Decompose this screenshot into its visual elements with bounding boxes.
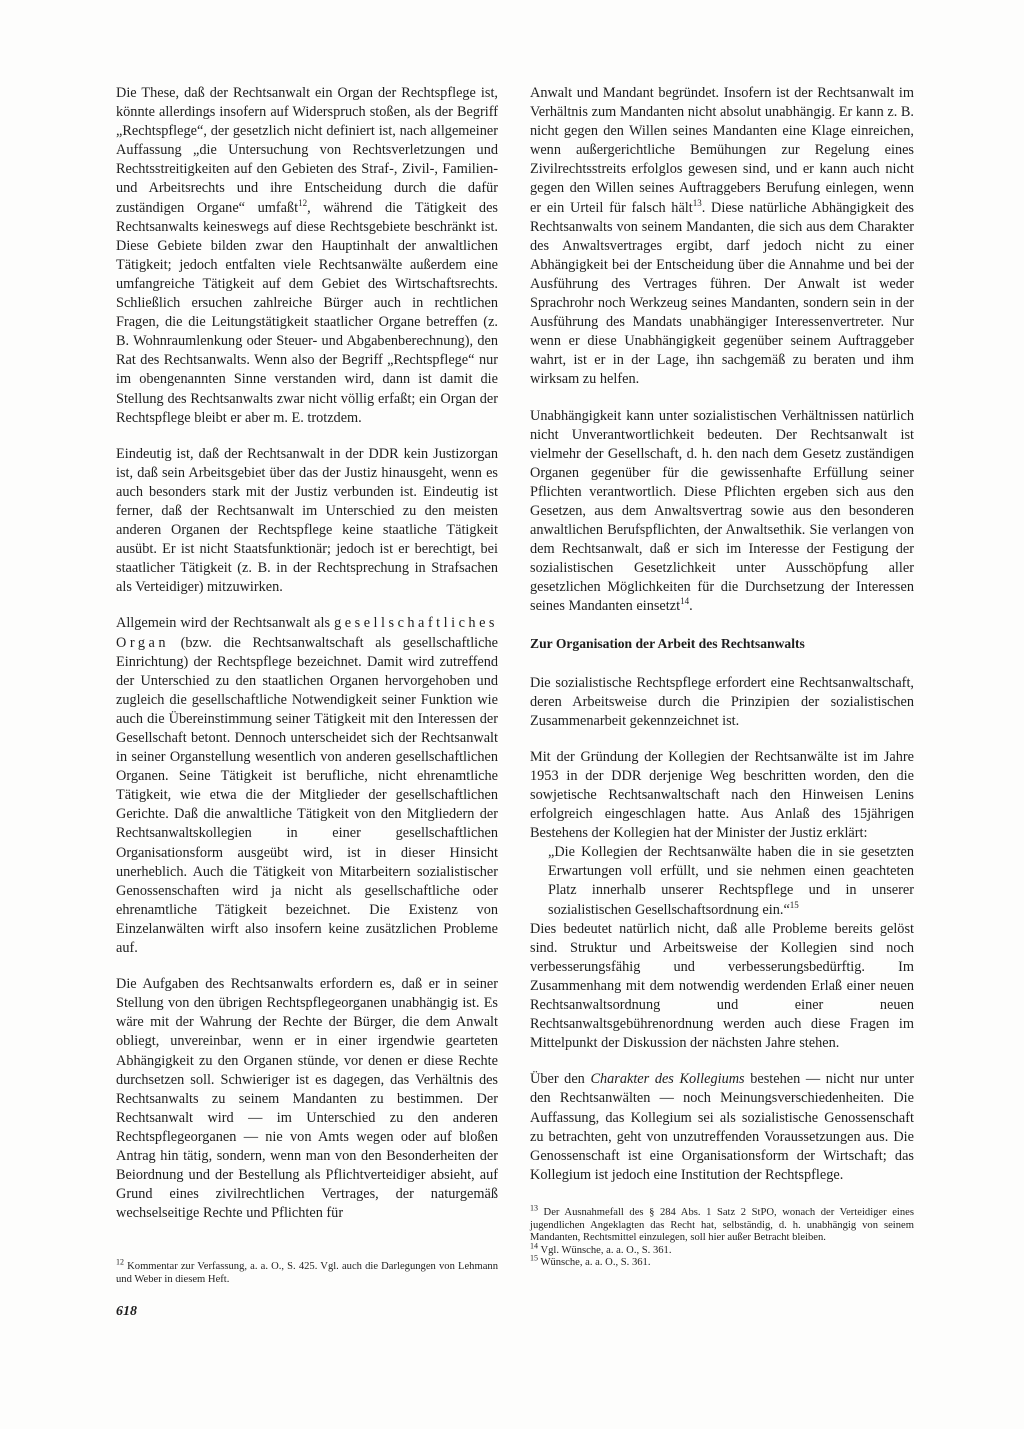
minister-quote [548,843,914,919]
footnote-text: Der Ausnahmefall des § 284 Abs. 1 Satz 2 StPO, wonach der Verteidiger eines jugendlichen Angeklagten das Recht hat, selbständig, d. h. unabhängig von seinem Mandanten, Rechtsmittel einzulegen, soll hier außer Betracht bleiben. [530,1207,914,1244]
paragraph-responsibility [530,407,914,617]
footnotes-left [116,1257,498,1286]
paragraph-text: Unabhängigkeit kann unter sozialistischen Verhältnissen natürlich nicht Unverantwortlichkeit bedeuten. Der Rechtsanwalt ist vielmehr der Gesellschaft, d. h. den nach dem Gesetz zuständigen Organen gegenüber für die gewissenhafte Erfüllung seiner Pflichten verantwortlich. Diese Pflichten ergeben sich aus den Gesetzen, aus dem Anwaltsvertrag sowie aus den besonderen anwaltlichen Berufspflichten, der Anwaltsethik. Sie verlangen von dem Rechtsanwalt, daß er sich im Interesse der Festigung der sozialistischen Gesetzlichkeit unter Ausschöpfung aller gesetzlichen Möglichkeiten für die Durchsetzung der Interessen seines Mandanten einsetzt [530,407,914,615]
footnote-text: Wünsche, a. a. O., S. 361. [538,1257,651,1269]
paragraph-text: Die These, daß der Rechtsanwalt ein Organ der Rechtspflege ist, könnte allerdings insofern auf Widerspruch stoßen, als der Begriff „Rechtspflege“, der gesetzlich nicht definiert ist, nach allgemeiner Auffassung „die Untersuchung von Rechtsverletzungen und Rechtsstreitigkeiten auf den Gebieten des Straf-, Zivil-, Familien- und Arbeitsrechts und ihre Entscheidung durch die dafür zuständigen Organe“ umfaßt [116,85,498,216]
paragraph-collective-work: Die sozialistische Rechtspflege erfordert eine Rechtsanwaltschaft, deren Arbeitsweise durch die Prinzipien der sozialistischen Zusammenarbeit gekennzeichnet ist. [530,674,914,729]
paragraph-collegium-character [530,1070,914,1185]
paragraph-founding-collegia: Mit der Gründung der Kollegien der Rechtsanwälte ist im Jahre 1953 in der DDR derjenige Weg beschritten worden, den die sowjetische Rechtsanwaltschaft nach den Hinweisen Lenins erfolgreich eingeschlagen hatte. Aus Anlaß des 15jährigen Bestehens der Kollegien hat der Minister der Justiz erklärt: [530,748,914,842]
footnote-12 [116,1257,498,1286]
page-number: 618 [116,1304,137,1319]
paragraph-problems: Dies bedeutet natürlich nicht, daß alle Probleme bereits gelöst sind. Struktur und Arbeitsweise der Kollegien sind noch verbesserungsfähig und verbesserungsbedürftig. Im Zusammenhang mit dem notwendig werdenden Erlaß einer neuen Rechtsanwaltsordnung und einer neuen Rechtsanwaltsgebührenordnung werden auch diese Fragen im Mittelpunkt der Diskussion der nächsten Jahre stehen. [530,920,914,1052]
footnote-text: Kommentar zur Verfassung, a. a. O., S. 425. Vgl. auch die Darlegungen von Lehmann und Weber in diesem Heft. [116,1261,498,1285]
footnote-ref-15[interactable]: 15 [789,899,799,910]
paragraph-text: (bzw. die Rechtsanwaltschaft als gesellschaftliche Einrichtung) der Rechtspflege bezeichnet. Damit wird zutreffend der Unterschied zu den staatlichen Organen hervorgehoben und zugleich die gesellschaftliche Notwendigkeit seiner Funktion wie auch die Übereinstimmung seiner Tätigkeit mit den Interessen der Gesellschaft betont. Dennoch unterscheidet sich der Rechtsanwalt in seiner Organstellung wesentlich von anderen gesellschaftlichen Organen. Seine Tätigkeit ist berufliche, nicht ehrenamtliche Tätigkeit, wie etwa die der Mitglieder der gesellschaftlichen Gerichte. Daß die anwaltliche Tätigkeit von den Mitgliedern der Rechtsanwaltskollegien in einer gesellschaftlichen Organisationsform ausgeübt wird, ist in dieser Hinsicht unerheblich. Auch die Tätigkeit von Mitarbeitern sozialistischer Genossenschaften wird ja nicht als gesellschaftliche oder ehrenamtliche Tätigkeit bezeichnet. Die Existenz von Einzelanwälten wirft also insofern keine zusätzlichen Probleme auf. [116,634,498,957]
quote-text: „Die Kollegien der Rechtsanwälte haben die in sie gesetzten Erwartungen voll erfüllt, und sie nehmen einen geachteten Platz innerhalb unserer Rechtspflege und in unserer sozialistischen Gesellschaftsordnung ein.“ [548,844,914,918]
left-column [116,84,498,1223]
italic-term: Charakter des Kollegiums [590,1071,745,1088]
footnote-ref-12[interactable]: 12 [298,197,308,208]
footnote-text: Vgl. Wünsche, a. a. O., S. 361. [538,1244,672,1256]
paragraph-text: . [689,598,693,615]
section-heading: Zur Organisation der Arbeit des Rechtsanwalts [530,635,805,651]
footnote-number: 12 [116,1257,124,1267]
footnotes-right [530,1203,914,1270]
footnote-13 [530,1203,914,1245]
paragraph-independence: Die Aufgaben des Rechtsanwalts erfordern es, daß er in seiner Stellung von den übrigen Rechtspflegeorganen unabhängig ist. Es wäre mit der Wahrung der Rechte der Bürger, die dem Anwalt obliegt, unvereinbar, wenn er in einer irgendwie gearteten Abhängigkeit zu den Organen stünde, vor denen er diese Rechte durchsetzen soll. Schwieriger ist es dagegen, das Verhältnis des Rechtsanwalts zu seinem Mandanten zu bestimmen. Der Rechtsanwalt wird — im Unterschied zu den anderen Rechtspflegeorganen — nie von Amts wegen oder auf bloßen Antrag hin tätig, sondern, wenn man von den Besonderheiten der Beiordnung und der Bestellung als Pflichtverteidiger absieht, auf Grund eines zivilrechtlichen Vertrages, der naturgemäß wechselseitige Rechte und Pflichten für [116,976,498,1222]
paragraph-not-justice-organ: Eindeutig ist, daß der Rechtsanwalt in der DDR kein Justizorgan ist, daß sein Arbeitsgebiet über das der Justiz hinausgeht, wenn es auch besonders stark mit der Justiz verbunden ist. Eindeutig ist ferner, daß der Rechtsanwalt im Unterschied zu den meisten anderen Organen der Rechtspflege keine staatliche Tätigkeit ausübt. Er ist nicht Staatsfunktionär; jedoch ist er berechtigt, bei staatlicher Tätigkeit (z. B. in der Rechtsprechung in Strafsachen als Verteidiger) mitzuwirken. [116,445,498,596]
paragraph-text: bestehen — nicht nur unter den Rechtsanwälten — noch Meinungsverschiedenheiten. Die Auffassung, das Kollegium sei als sozialistische Genossenschaft zu betrachten, geht von unzutreffenden Voraussetzungen aus. Die Genossenschaft ist eine Organisationsform der Wirtschaft; das Kollegium ist jedoch eine Institution der Rechtspflege. [530,1071,914,1183]
footnote-15 [530,1253,914,1270]
footnote-14 [530,1241,914,1258]
paragraph-text: Anwalt und Mandant begründet. Insofern ist der Rechtsanwalt im Verhältnis zum Mandanten nicht absolut unabhängig. Er kann z. B. nicht gegen den Willen seines Mandanten eine Klage einreichen, wenn außergerichtliche Bemühungen zur Regelung eines Zivilrechtsstreits erfolglos gewesen sind, und er kann auch nicht gegen den Willen seines Auftraggebers Berufung einlegen, wenn er ein Urteil für falsch hält [530,85,914,216]
footnote-number: 15 [530,1253,538,1263]
paragraph-social-organ [116,614,498,958]
footnote-ref-13[interactable]: 13 [692,197,702,208]
paragraph-text: Über den [530,1071,591,1088]
paragraph-rechtspflege-thesis [116,84,498,428]
emphasized-term: gesellschaftliches Organ [116,615,498,651]
footnote-number: 14 [530,1241,538,1251]
paragraph-text: . Diese natürliche Abhängigkeit des Rechtsanwalts von seinem Mandanten, die sich aus dem Charakter des Anwaltsvertrages ergibt, darf jedoch nicht zu einer Abhängigkeit bei der Entscheidung über die Annahme und bei der Ausführung des Vertrages führen. Der Anwalt ist weder Sprachrohr noch Werkzeug seines Mandanten, sondern sein in der Ausführung des Mandats unabhängiger Interessenvertreter. Nur wenn er diese Unabhängigkeit gegenüber seinem Auftraggeber wahrt, ist er in der Lage, ihn sachgemäß zu beraten und ihm wirksam zu helfen. [530,199,914,388]
footnote-number: 13 [530,1203,538,1213]
paragraph-text: , während die Tätigkeit des Rechtsanwalts keineswegs auf diese Rechtsgebiete beschränkt ist. Diese Gebiete bilden zwar den Hauptinhalt der anwaltlichen Tätigkeit; jedoch entfalten viele Rechtsanwälte außerdem eine umfangreiche Tätigkeit auf dem Gebiet des Wirtschaftsrechts. Schließlich ersuchen zahlreiche Bürger auch in rechtlichen Fragen, die die Leitungstätigkeit staatlicher Organe betreffen (z. B. Wohnraumlenkung oder Steuer- und Abgabenberechnung), den Rat des Rechtsanwalts. Wenn also der Begriff „Rechtspflege“ nur im obengenannten Sinne verstanden wird, dann ist damit die Stellung des Rechtsanwalts zwar nicht völlig erfaßt; ein Organ der Rechtspflege bleibt er aber m. E. trotzdem. [116,199,498,426]
paragraph-text: Allgemein wird der Rechtsanwalt als [116,615,335,632]
footnote-ref-14[interactable]: 14 [680,596,690,607]
right-column [530,84,914,1185]
paragraph-mandate-relation [530,84,914,390]
